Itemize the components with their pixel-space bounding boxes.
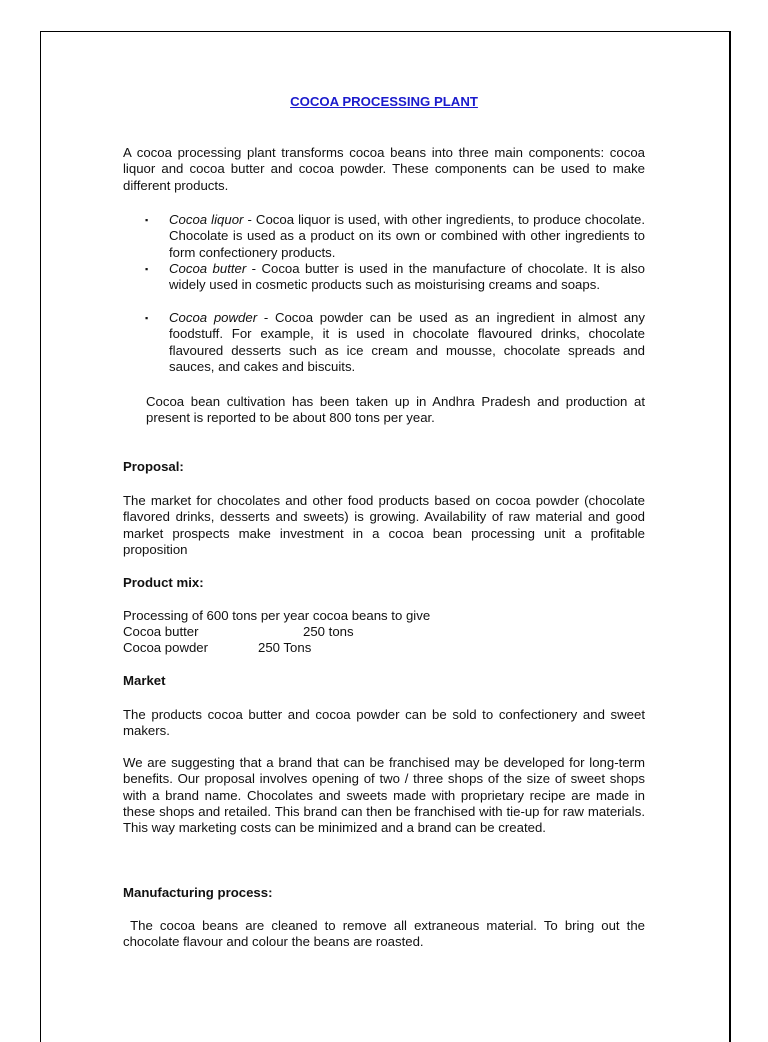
proposal-heading: Proposal: [123,459,184,474]
list-item-description: - Cocoa butter is used in the manufacture of chocolate. It is also widely used in cosmetic products such as moisturising creams and soaps. [169,261,646,293]
document-title: COCOA PROCESSING PLANT [290,94,478,109]
market-heading: Market [123,673,166,688]
product-mix-heading: Product mix: [123,575,204,590]
list-item-text [169,261,645,294]
market-paragraph-2: We are suggesting that a brand that can be franchised may be developed for long-term benefits. Our proposal involves opening of two / three shops of the size of sweet shops with a brand name. Chocolates and sweets made with proprietary recipe are made in these shops and retailed. This brand can then be franchised with tie-up for raw materials. This way marketing costs can be minimized and a brand can be created. [123,755,645,836]
list-item-text [169,310,645,375]
product-mix-label: Cocoa powder [123,640,209,655]
cultivation-paragraph: Cocoa bean cultivation has been taken up in Andhra Pradesh and production at present is reported to be about 800 tons per year. [146,394,645,426]
list-item-term: Cocoa liquor [169,212,244,227]
list-item-description: - Cocoa powder can be used as an ingredient in almost any foodstuff. For example, it is used in chocolate flavoured drinks, chocolate flavoured desserts such as ice cream and mousse, chocolate spreads and sauces, and cakes and biscuits. [169,310,645,374]
manufacturing-paragraph: The cocoa beans are cleaned to remove all extraneous material. To bring out the chocolate flavour and colour the beans are roasted. [123,918,649,950]
product-mix-label: Cocoa butter [123,624,199,639]
bullet-icon: ▪ [145,264,149,274]
manufacturing-heading: Manufacturing process: [123,885,273,900]
list-item-term: Cocoa powder [169,310,258,325]
product-mix-value: 250 tons [303,624,354,639]
bullet-icon: ▪ [145,215,149,225]
product-mix-intro: Processing of 600 tons per year cocoa beans to give [123,608,431,623]
list-item-term: Cocoa butter [169,261,247,276]
list-item-text [169,212,645,261]
intro-paragraph: A cocoa processing plant transforms cocoa beans into three main components: cocoa liquor and cocoa butter and cocoa powder. These components can be used to make different products. [123,145,645,193]
product-mix-row [123,624,423,640]
proposal-paragraph: The market for chocolates and other food products based on cocoa powder (chocolate flavored drinks, desserts and sweets) is growing. Availability of raw material and good market prospects make investment in a cocoa bean processing unit a profitable proposition [123,493,645,557]
bullet-icon: ▪ [145,313,149,323]
market-paragraph-1: The products cocoa butter and cocoa powder can be sold to confectionery and sweet makers. [123,707,645,739]
list-item-description: - Cocoa liquor is used, with other ingredients, to produce chocolate. Chocolate is used as a product on its own or combined with other ingredients to form confectionery products. [169,212,646,260]
product-mix-row [123,640,423,656]
product-mix-value: 250 Tons [258,640,312,655]
